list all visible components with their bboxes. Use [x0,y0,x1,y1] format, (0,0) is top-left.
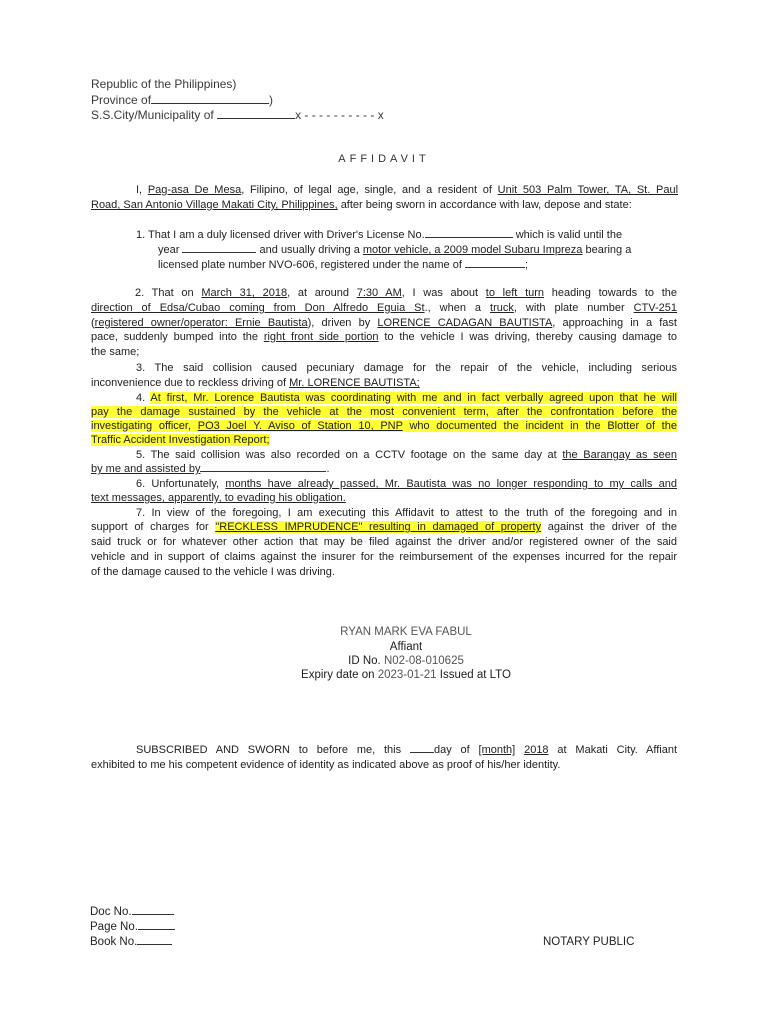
page-no: Page No. [90,920,175,934]
intro-line-1: I, Pag-asa De Mesa, Filipino, of legal age, single, and a resident of Unit 503 Palm Tower, TA, St. Paul [136,184,679,196]
para6-line-2: text messages, apparently, to evading his obligation. [91,492,346,504]
assisted-by-blank [200,470,326,472]
affiant-name-intro: Pag-asa De Mesa [147,184,242,196]
jurat-month: [month] [478,744,516,756]
para2-line-2: direction of Edsa/Cubao coming from Don Alfredo Eguia St., when a truck, with plate number CTV-251 [91,302,678,314]
republic-line [91,77,236,91]
province-suffix: ) [269,93,274,107]
para7-line-5: of the damage caused to the vehicle I was driving. [91,566,335,578]
para4-line-3: investigating officer, PO3 Joel Y. Aviso of Station 10, PNP who documented the incident in the Blotter of the [91,420,677,432]
municipality-label: S.S.City/Municipality of [91,108,214,122]
para1-line-2: year and usually driving a motor vehicle, a 2009 model Subaru Impreza bearing a [158,244,632,256]
para1-line-1: 1. That I am a duly licensed driver with Driver's License No. which is valid until the [136,229,623,241]
doc-no: Doc No. [90,905,174,919]
para4-line-4 [91,433,270,447]
affiant-label: Affiant [389,641,423,653]
highlighted-text: At first, Mr. Lorence Bautista was coordinating with me and in fact verbally agreed upon that he will [150,392,678,404]
para2-line-5: the same; [91,346,140,358]
venue-marker: x - - - - - - - - - - x [295,108,384,122]
para3-line-2: inconvenience due to reckless driving of Mr. LORENCE BAUTISTA; [91,377,420,389]
province-label: Province of [91,93,152,107]
republic-text: Republic of the Philippines) [91,77,237,91]
truck-plate: CTV-251 [633,302,678,314]
notary-public-label: NOTARY PUBLIC [543,936,635,948]
affiant-id: ID No. N02-08-010625 [348,655,464,667]
day-blank [410,751,434,753]
highlighted-text: pay the damage sustained by the vehicle at the most convenient term, after the confrontation before the [91,406,677,418]
incident-time: 7:30 AM [356,287,402,299]
address-part-2: Road, San Antonio Village Makati City, Philippines, [91,199,338,211]
para4-line-1: 4. At first, Mr. Lorence Bautista was coordinating with me and in fact verbally agreed upon that he will [136,392,678,404]
year-blank [182,251,256,253]
para7-line-4: vehicle and in support of claims against the insurer for the reimbursement of the expenses incurred for the repair [91,551,677,563]
para2-line-1: 2. That on March 31, 2018, at around 7:30 AM, I was about to left turn heading towards to the [135,287,678,299]
registrant-blank [465,266,525,268]
para4-line-2 [91,405,677,419]
para7-line-3: said truck or for whatever other action that may be filed against the driver and/or registered owner of the said [91,536,677,548]
charge-highlight: "RECKLESS IMPRUDENCE" resulting in damaged of property [215,521,542,533]
highlighted-text: Traffic Accident Investigation Report; [91,434,270,446]
para7-line-1: 7. In view of the foregoing, I am executing this Affidavit to attest to the truth of the foregoing and in [136,507,677,519]
expiry-date: 2023-01-21 [377,669,437,681]
truck-owner: registered owner/operator: Ernie Bautista [94,317,308,329]
license-blank [425,236,513,238]
intro-line-2: Road, San Antonio Village Makati City, Philippines, after being sworn in accordance with law, depose and state: [91,199,632,211]
investigating-officer: PO3 Joel Y. Aviso of Station 10, PNP [197,420,403,432]
id-number: N02-08-010625 [383,655,464,667]
municipality-blank [217,117,295,119]
para5-line-1: 5. The said collision was also recorded on a CCTV footage on the same day at the Barangay as seen [136,449,677,461]
address-part-1: Unit 503 Palm Tower, TA, St. Paul [497,184,679,196]
incident-date: March 31, 2018 [201,287,288,299]
para5-line-2: by me and assisted by . [91,463,330,475]
jurat-line-1: SUBSCRIBED AND SWORN to before me, this day of [month] 2018 at Makati City. Affiant [136,744,678,756]
municipality-line [91,108,384,122]
jurat-line-2: exhibited to me his competent evidence of identity as indicated above as proof of his/her identity. [91,759,561,771]
para1-line-3: licensed plate number NVO-606, registered under the name of ; [158,259,529,271]
province-blank [151,102,269,104]
para7-line-2: support of charges for "RECKLESS IMPRUDENCE" resulting in damaged of property against the driver of the [91,521,677,533]
book-no: Book No. [90,935,172,949]
para3-line-1: 3. The said collision caused pecuniary damage for the repair of the vehicle, including serious [136,362,677,374]
jurat-year: 2018 [524,744,549,756]
para2-line-3: (registered owner/operator: Ernie Bautista), driven by LORENCE CADAGAN BAUTISTA, approaching in a fast [91,317,677,329]
affiant-name: RYAN MARK EVA FABUL [340,626,472,638]
truck-driver: LORENCE CADAGAN BAUTISTA [377,317,553,329]
para2-line-4: pace, suddenly bumped into the right front side portion to the vehicle I was driving, thereby causing damage to [91,331,678,343]
affiant-expiry: Expiry date on 2023-01-21 Issued at LTO [301,669,511,681]
vehicle-description: motor vehicle, a 2009 model Subaru Impreza [362,244,583,256]
para6-line-1: 6. Unfortunately, months have already passed, Mr. Bautista was no longer responding to my calls and [136,478,677,490]
province-line [91,93,273,107]
document-title: AFFIDAVIT [338,153,430,165]
